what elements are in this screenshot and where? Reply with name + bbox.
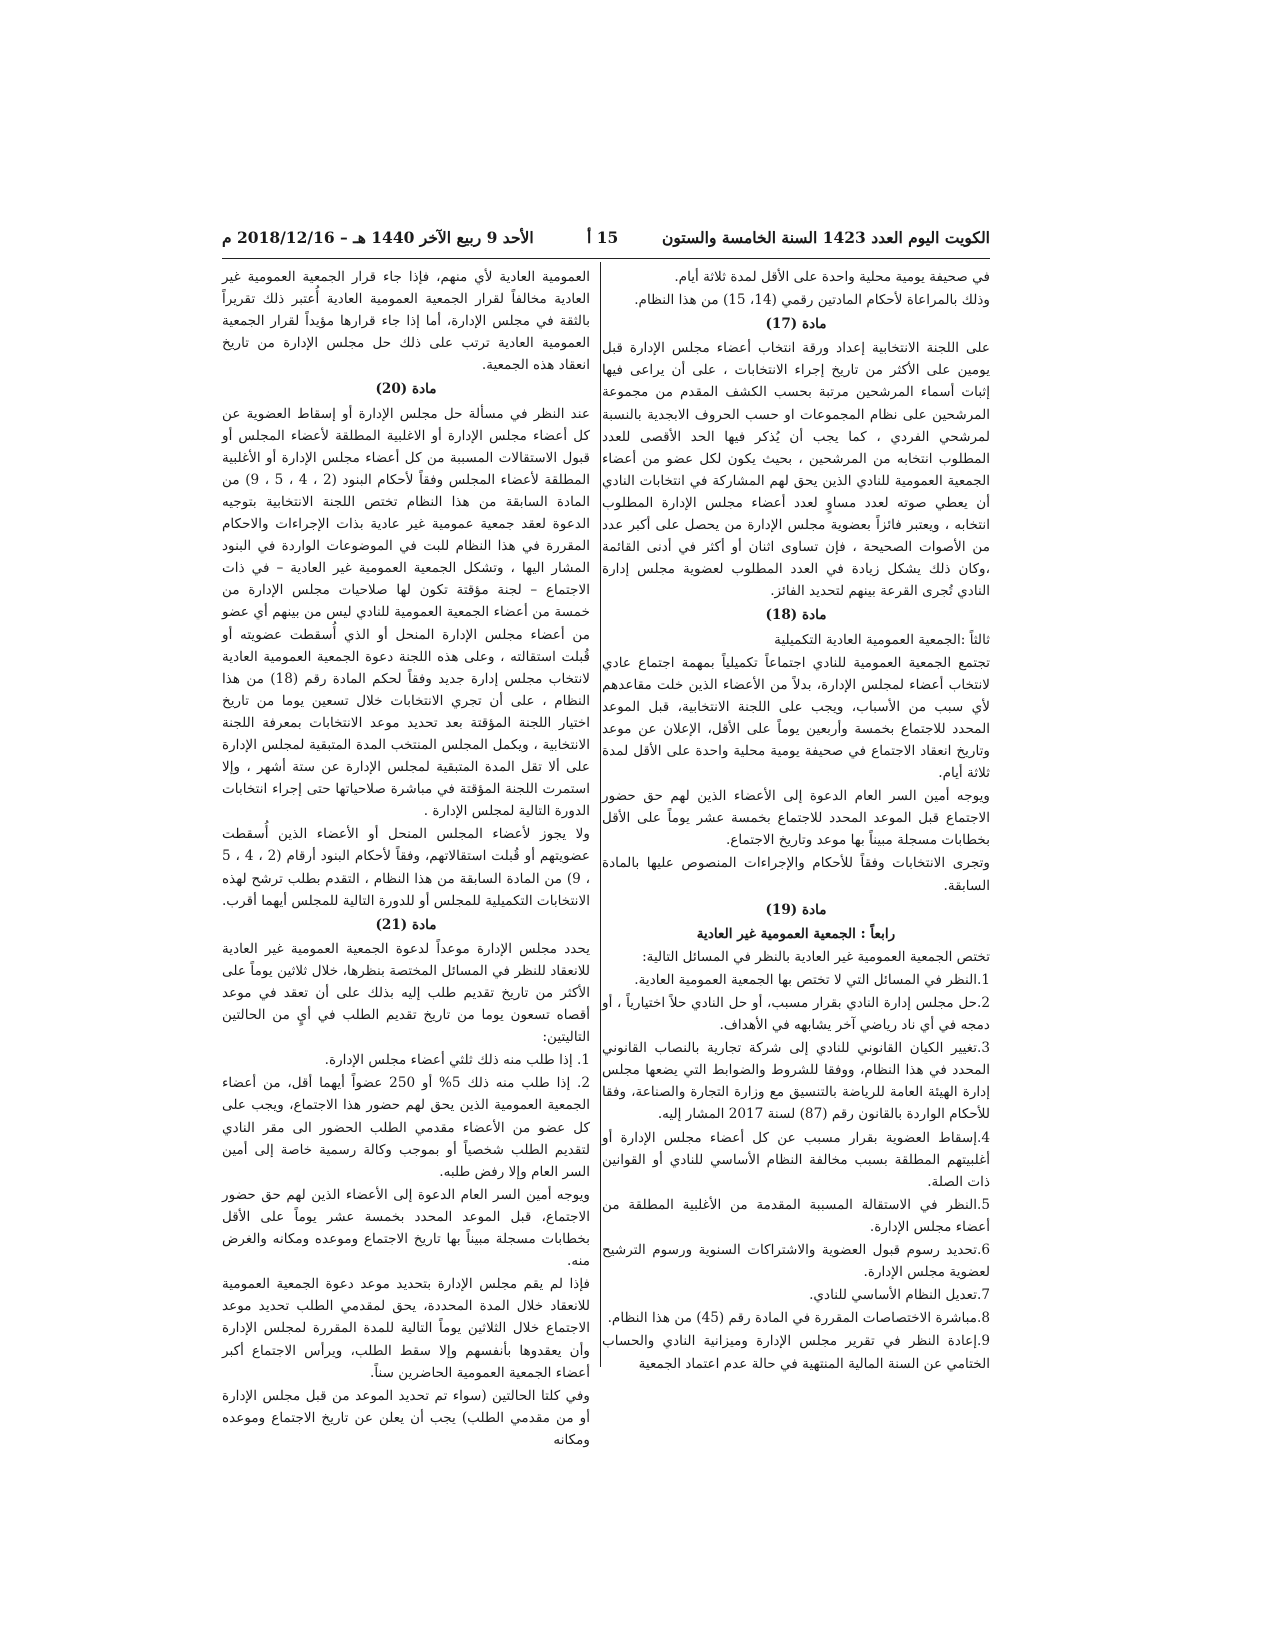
article-heading: مادة (17) — [765, 316, 827, 333]
paragraph: 1.النظر في المسائل التي لا تختص بها الجمعية العمومية العادية. — [634, 971, 990, 988]
paragraph: على اللجنة الانتخابية إعداد ورقة انتخاب أعضاء مجلس الإدارة قبل يومين على الأكثر من تاريخ إجراء الانتخابات ، على أن يراعى فيها إثبات أسماء المرشحين مرتبة بحسب الكشف المقدم من مجموعة المرشحين على نظام المجموعات او حسب الحروف الابجدية بالنسبة لمرشحي الفردي ، كما يجب أن يُذكر فيها الحد الأقصى للعدد المطلوب انتخابه من المرشحين ، بحيث يكون لكل عضو من أعضاء الجمعية العمومية للنادي الذين يحق لهم المشاركة في انتخابات النادي أن يعطي صوته لعدد مساوٍ لعدد أعضاء مجلس الإدارة المطلوب انتخابه ، ويعتبر فائزاً بعضوية مجلس الإدارة من يحصل على أكبر عدد من الأصوات الصحيحة ، فإن تساوى اثنان أو أكثر في أدنى القائمة ،وكان ذلك يشكل زيادة في العدد المطلوب لعضوية مجلس إدارة النادي تُجرى القرعة بينهم لتحديد الفائز. — [602, 340, 991, 600]
article-heading: مادة (21) — [375, 916, 437, 933]
paragraph: عند النظر في مسألة حل مجلس الإدارة أو إسقاط العضوية عن كل أعضاء مجلس الإدارة أو الاغلبية المطلقة لأعضاء المجلس أو قبول الاستقالات المسببة من كل أعضاء مجلس الإدارة أو الأغلبية المطلقة لأعضاء المجلس وفقاً لأحكام البنود (2 ، 4 ، 5 ، 9) من المادة السابقة من هذا النظام تختص اللجنة الانتخابية بتوجيه الدعوة لعقد جمعية عمومية غير عادية بذات الإجراءات والاحكام المقررة في هذا النظام للبت في الموضوعات الواردة في البنود المشار اليها ، وتشكل الجمعية العمومية غير العادية – في ذات الاجتماع – لجنة مؤقتة تكون لها صلاحيات مجلس الإدارة من خمسة من أعضاء الجمعية العمومية للنادي ليس من بينهم أي عضو من أعضاء مجلس الإدارة المنحل أو الذي أُسقطت عضويته أو قُبلت استقالته ، وعلى هذه اللجنة دعوة الجمعية العمومية العادية لانتخاب مجلس إدارة جديد وفقاً لحكم المادة رقم (18) من هذا النظام ، على أن تجري الانتخابات خلال تسعين يوما من تاريخ اختيار اللجنة المؤقتة بعد تحديد موعد الانتخابات بمعرفة اللجنة الانتخابية ، ويكمل المجلس المنتخب المدة المتبقية لمجلس الإدارة على ألا تقل المدة المتبقية لمجلس الإدارة عن ستة أشهر ، وإلا استمرت اللجنة المؤقتة في مباشرة صلاحياتها حتى إجراء انتخابات الدورة التالية لمجلس الإدارة . — [222, 405, 591, 820]
paragraph: في صحيفة يومية محلية واحدة على الأقل لمدة ثلاثة أيام. — [674, 269, 990, 285]
paragraph: 2.حل مجلس إدارة النادي بقرار مسبب، أو حل النادي حلاً اختيارياً ، أو دمجه في أي ناد رياضي آخر يشابهه في الأهداف. — [602, 995, 990, 1034]
paragraph: 6.تحديد رسوم قبول العضوية والاشتراكات السنوية ورسوم الترشيح لعضوية مجلس الإدارة. — [602, 1242, 990, 1281]
paragraph: 2. إذا طلب منه ذلك 5% أو 250 عضواً أيهما أقل، من أعضاء الجمعية العمومية الذين يحق لهم حضور هذا الاجتماع، ويجب على كل عضو من الأعضاء مقدمي الطلب الحضور الى مقر النادي لتقديم الطلب شخصياً أو بموجب وكالة رسمية خاصة إلى أمين السر العام وإلا رفض طلبه. — [222, 1075, 590, 1180]
paragraph: 8.مباشرة الاختصاصات المقررة في المادة رقم (45) من هذا النظام. — [607, 1310, 990, 1327]
paragraph: فإذا لم يقم مجلس الإدارة بتحديد موعد دعوة الجمعية العمومية للانعقاد خلال المدة المحددة، يحق لمقدمي الطلب تحديد موعد الاجتماع خلال الثلاثين يوماً التالية للمدة المقررة لمجلس الإدارة وأن يعقدوها بأنفسهم وإلا سقط الطلب، ويرأس الاجتماع أكبر أعضاء الجمعية العمومية الحاضرين سناً. — [222, 1276, 590, 1381]
paragraph: ويوجه أمين السر العام الدعوة إلى الأعضاء الذين لهم حق حضور الاجتماع قبل الموعد المحدد للاجتماع بخمسة عشر يوماً على الأقل بخطابات مسجلة مبيناً بها موعد وتاريخ الاجتماع. — [602, 788, 990, 849]
page-header — [222, 228, 990, 259]
issue-date: الأحد 9 ربيع الآخر 1440 هـ – 2018/12/16 م — [222, 228, 534, 247]
right-column — [602, 266, 990, 1376]
paragraph: 5.النظر في الاستقالة المسببة المقدمة من الأغلبية المطلقة من أعضاء مجلس الإدارة. — [602, 1196, 990, 1235]
article-heading: مادة (20) — [375, 381, 437, 398]
paragraph: تجتمع الجمعية العمومية للنادي اجتماعاً تكميلياً بمهمة اجتماع عادي لانتخاب أعضاء لمجلس الإدارة، بدلاً من الأعضاء الذين خلت مقاعدهم لأي سبب من الأسباب، ويجب على اللجنة الانتخابية، قبل الموعد المحدد للاجتماع بخمسة وأربعين يوماً على الأقل، الإعلان عن موعد وتاريخ انعقاد الاجتماع في صحيفة يومية محلية واحدة على الأقل لمدة ثلاثة أيام. — [602, 654, 990, 782]
left-column — [222, 266, 590, 1452]
paragraph: 1. إذا طلب منه ذلك ثلثي أعضاء مجلس الإدارة. — [324, 1052, 590, 1069]
paragraph: وتجرى الانتخابات وفقاً للأحكام والإجراءات المنصوص عليها بالمادة السابقة. — [602, 855, 990, 894]
article-heading: مادة (18) — [765, 607, 827, 624]
article-heading: مادة (19) — [765, 901, 827, 918]
column-divider — [600, 262, 601, 1367]
paragraph: 9.إعادة النظر في تقرير مجلس الإدارة وميزانية النادي والحساب الختامي عن السنة المالية المنتهية في حالة عدم اعتماد الجمعية — [602, 1333, 990, 1372]
paragraph: ولا يجوز لأعضاء المجلس المنحل أو الأعضاء الذين أُسقطت عضويتهم أو قُبلت استقالاتهم، وفقاً لأحكام البنود أرقام (2 ، 4 ، 5 ، 9) من المادة السابقة من هذا النظام ، التقدم بطلب ترشح لهذه الانتخابات التكميلية للمجلس أو للدورة التالية للمجلس أيهما أقرب. — [221, 826, 590, 909]
paragraph: العمومية العادية لأي منهم، فإذا جاء قرار الجمعية العمومية غير العادية مخالفاً لقرار الجمعية العمومية العادية أُعتبر ذلك تقريراً بالثقة في مجلس الإدارة، أما إذا جاء قرارها مؤيداً لقرار الجمعية العمومية العادية ترتب على ذلك حل مجلس الإدارة من تاريخ انعقاد هذه الجمعية. — [222, 269, 590, 374]
paragraph: يحدد مجلس الإدارة موعداً لدعوة الجمعية العمومية غير العادية للانعقاد للنظر في المسائل المختصة بنظرها، خلال ثلاثين يوماً على الأكثر من تاريخ تقديم طلب إليه بذلك على أن تعقد في موعد أقصاه تسعون يوما من تاريخ تقديم الطلب في أيٍ من الحالتين التاليتين: — [222, 940, 590, 1046]
paragraph: 7.تعديل النظام الأساسي للنادي. — [809, 1287, 990, 1304]
paragraph: وفي كلتا الحالتين (سواء تم تحديد الموعد من قبل مجلس الإدارة أو من مقدمي الطلب) يجب أن يعلن عن تاريخ الاجتماع وموعده ومكانه — [222, 1387, 590, 1448]
paragraph: ثالثاً :الجمعية العمومية العادية التكميلية — [774, 631, 990, 648]
paragraph: ويوجه أمين السر العام الدعوة إلى الأعضاء الذين لهم حق حضور الاجتماع، قبل الموعد المحدد بخمسة عشر يوماً على الأقل بخطابات مسجلة مبيناً بها تاريخ الاجتماع وموعده ومكانه والغرض منه. — [222, 1186, 590, 1270]
paragraph: 4.إسقاط العضوية بقرار مسبب عن كل أعضاء مجلس الإدارة أو أغلبيتهم المطلقة بسبب مخالفة النظام الأساسي للنادي أو القوانين ذات الصلة. — [602, 1129, 990, 1190]
paragraph: 3.تغيير الكيان القانوني للنادي إلى شركة تجارية بالنصاب القانوني المحدد في هذا النظام، ووفقا للشروط والضوابط التي يضعها مجلس إدارة الهيئة العامة للرياضة بالتنسيق مع وزارة التجارة والصناعة، وفقا للأحكام الواردة بالقانون رقم (87) لسنة 2017 المشار إليه. — [602, 1040, 990, 1123]
page-number: 15 أ — [587, 228, 619, 247]
paragraph: تختص الجمعية العمومية غير العادية بالنظر في المسائل التالية: — [642, 948, 990, 965]
paragraph: وذلك بالمراعاة لأحكام المادتين رقمي (14، 15) من هذا النظام. — [634, 292, 990, 309]
gazette-issue-info: الكويت اليوم العدد 1423 السنة الخامسة والستون — [662, 228, 990, 247]
section-heading: رابعاً : الجمعية العمومية غير العادية — [696, 925, 896, 942]
